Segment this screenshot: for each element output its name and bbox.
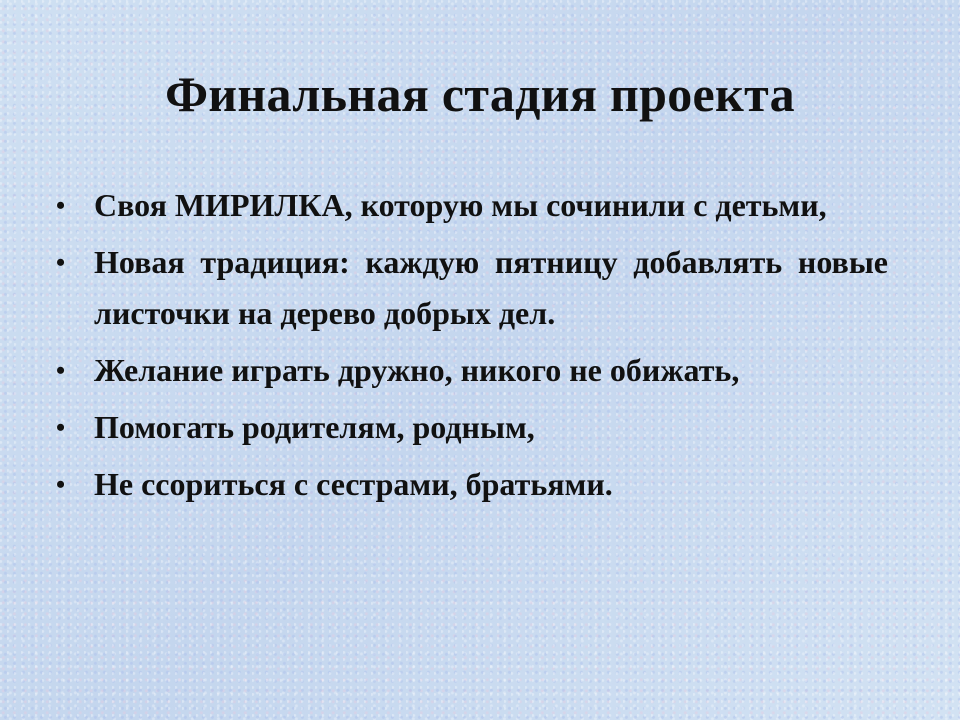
bullet-icon: • bbox=[56, 413, 66, 442]
bullet-icon: • bbox=[56, 248, 66, 277]
bullet-text: Желание играть дружно, никого не обижать, bbox=[94, 352, 740, 388]
slide-title: Финальная стадия проекта bbox=[165, 66, 795, 122]
bullet-text: Помогать родителям, родным, bbox=[94, 409, 535, 445]
bullet-icon: • bbox=[56, 191, 66, 220]
bullet-text: Новая традиция: каждую пятницу добавлять новые листочки на дерево добрых дел. bbox=[94, 244, 888, 331]
bullet-icon: • bbox=[56, 356, 66, 385]
bullet-item bbox=[56, 345, 888, 396]
bullet-list bbox=[56, 180, 888, 516]
bullet-item bbox=[56, 237, 888, 339]
bullet-text: Не ссориться с сестрами, братьями. bbox=[94, 466, 613, 502]
bullet-icon: • bbox=[56, 470, 66, 499]
bullet-item bbox=[56, 402, 888, 453]
bullet-text: Своя МИРИЛКА, которую мы сочинили с детьми, bbox=[94, 187, 827, 223]
bullet-item bbox=[56, 180, 888, 231]
bullet-item bbox=[56, 459, 888, 510]
